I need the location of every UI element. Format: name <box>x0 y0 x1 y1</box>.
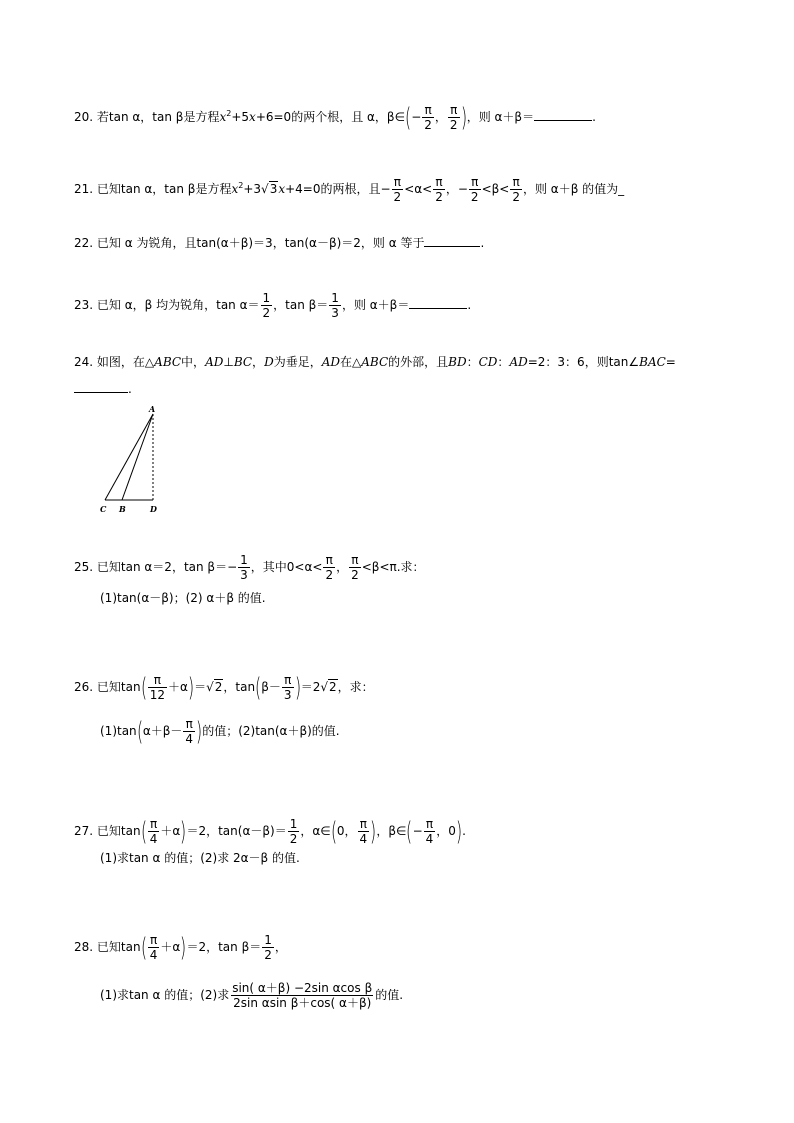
text: ，α∈ <box>300 824 331 838</box>
numerator: π <box>351 553 359 567</box>
text: 若tan α，tan β是方程 <box>96 110 220 124</box>
numerator: π <box>425 817 434 831</box>
text: (1)求tan α 的值；(2)求 <box>100 988 230 1002</box>
label: ABC <box>361 355 389 369</box>
denominator: 3 <box>240 568 248 582</box>
left-paren: ( <box>330 816 337 847</box>
text: ，tan <box>223 680 256 694</box>
numerator: π <box>325 553 333 567</box>
right-paren: ) <box>180 816 187 847</box>
fraction <box>433 176 445 203</box>
denominator: 2 <box>393 190 402 204</box>
text: ，− <box>445 182 468 196</box>
label: AD <box>205 355 224 369</box>
problem-25-parts <box>100 590 266 606</box>
text: α＋β－ <box>142 724 183 738</box>
text: 如图，在△ <box>96 355 155 369</box>
variable: x <box>278 182 286 196</box>
fraction <box>238 554 250 581</box>
denominator: 4 <box>359 832 368 846</box>
fraction <box>448 104 460 131</box>
text: ，其中0<α< <box>250 560 323 574</box>
text: +5 <box>231 110 250 124</box>
denominator: 2 <box>470 190 479 204</box>
problem-number: 25. <box>74 560 94 574</box>
fraction <box>424 818 436 845</box>
text: 0， <box>336 824 357 838</box>
text: ，0 <box>436 824 456 838</box>
point-b-label: B <box>119 504 126 514</box>
denominator: 2 <box>351 568 359 582</box>
fraction <box>323 554 335 581</box>
text: 已知tan α＝2，tan β＝− <box>96 560 238 574</box>
fraction <box>510 176 522 203</box>
text: ＝2，tan(α－β)＝ <box>186 824 287 838</box>
numerator: π <box>512 175 520 189</box>
problem-28-parts <box>100 982 403 1009</box>
numerator: 1 <box>240 553 248 567</box>
numerator: π <box>284 673 292 687</box>
numerator: π <box>450 103 458 117</box>
label: AD <box>509 355 528 369</box>
fraction <box>349 554 361 581</box>
fraction <box>261 292 273 319</box>
text: 已知tan <box>96 940 141 954</box>
fraction <box>329 292 341 319</box>
denominator: 2 <box>264 948 272 962</box>
right-paren: ) <box>455 816 463 847</box>
point-a-label: A <box>149 404 156 414</box>
left-paren: ( <box>255 672 262 703</box>
fraction <box>358 818 370 845</box>
numerator: π <box>185 717 193 731</box>
problem-23 <box>74 292 471 319</box>
text: ＋α <box>160 824 181 838</box>
text: +3 <box>243 182 262 196</box>
text: ，则 α＋β 的值为_ <box>522 182 625 196</box>
text: ，则 α＋β＝ <box>341 298 410 312</box>
problem-26: 26. 已知tan( $\frac{\pi}{12}$ ＋α)＝√2，tan(β－ $\frac{\pi}{3}$ )＝2√2，求： <box>74 672 374 703</box>
fraction <box>230 982 374 1009</box>
text: ， <box>336 560 349 574</box>
problem-28 <box>74 934 287 961</box>
text: 已知tan <box>96 680 141 694</box>
denominator: 4 <box>425 832 434 846</box>
text: ， <box>434 110 447 124</box>
denominator: 12 <box>149 688 166 702</box>
denominator: 2 <box>424 118 432 132</box>
label: BD <box>448 355 467 369</box>
text: 的值. <box>375 988 404 1002</box>
text: ⊥ <box>223 355 234 369</box>
right-paren: ) <box>180 932 187 963</box>
text: ＝2 <box>300 680 321 694</box>
numerator: 1 <box>289 817 298 831</box>
side-ba <box>122 414 153 500</box>
text: ＝2，tan β＝ <box>186 940 262 954</box>
problem-26-parts <box>100 718 340 745</box>
text: 为垂足， <box>273 355 322 369</box>
numerator: π <box>153 673 161 687</box>
variable: x <box>249 110 256 124</box>
text: ，求： <box>337 680 374 694</box>
numerator: π <box>149 817 158 831</box>
text: (1)求tan α 的值；(2)求 2α－β 的值. <box>100 851 300 865</box>
radicand: 2 <box>329 680 337 694</box>
numerator: π <box>435 175 443 189</box>
numerator: 1 <box>262 291 271 305</box>
answer-blank[interactable] <box>74 380 128 393</box>
problem-27 <box>74 818 466 845</box>
problem-number: 24. <box>74 355 94 369</box>
exponent: 2 <box>226 109 232 118</box>
exponent: 2 <box>238 181 244 190</box>
problem-number: 21. <box>74 182 94 196</box>
problem-21: 21. 已知tan α，tan β是方程$x^2+3√3x+4=0$的两根，且− $\frac{\pi}{2}$ <α< $\frac{\pi}{2}$ ，− $\frac{\pi}{2}$ <β< $\frac{\pi}{2}$ ，则 α＋β 的值为_ <box>74 175 625 204</box>
text: β－ <box>261 680 281 694</box>
numerator: 1 <box>264 933 272 947</box>
problem-24 <box>74 354 676 370</box>
text: ，tan β＝ <box>273 298 329 312</box>
fraction <box>469 176 481 203</box>
right-paren: ) <box>196 716 203 747</box>
label: AD <box>321 355 340 369</box>
right-paren: ) <box>187 672 195 703</box>
denominator: 3 <box>283 688 292 702</box>
denominator: 2 <box>449 118 458 132</box>
problem-number: 26. <box>74 680 94 694</box>
denominator: 2 <box>325 568 334 582</box>
text: . <box>480 236 485 250</box>
label: BAC <box>639 355 666 369</box>
numerator: π <box>393 175 401 189</box>
left-paren: ( <box>140 932 147 963</box>
text: 已知 α，β 均为锐角，tan α＝ <box>96 298 260 312</box>
label: ABC <box>154 355 182 369</box>
text: ，β∈ <box>376 824 407 838</box>
text: . <box>462 824 466 838</box>
denominator: 2 <box>435 190 443 204</box>
left-paren: ( <box>406 816 413 847</box>
text: . <box>128 382 132 396</box>
text: 已知tan α，tan β是方程 <box>96 182 232 196</box>
problem-number: 20. <box>74 110 94 124</box>
text: − <box>412 824 423 838</box>
text: ： <box>466 355 479 369</box>
text: ＝ <box>194 680 207 694</box>
fraction <box>392 176 404 203</box>
answer-blank[interactable] <box>534 108 592 121</box>
text: . <box>592 110 596 124</box>
problem-27-parts <box>100 850 300 866</box>
label: CD <box>478 355 498 369</box>
text: 的值；(2)tan(α＋β)的值. <box>202 724 340 738</box>
fraction <box>262 934 274 961</box>
text: (1)tan <box>100 724 137 738</box>
numerator: π <box>149 933 158 947</box>
problem-number: 22. <box>74 236 94 250</box>
denominator: 4 <box>149 948 158 962</box>
problem-22 <box>74 234 484 251</box>
fraction <box>422 104 434 131</box>
text: − <box>411 110 422 124</box>
text: ＋α <box>160 940 181 954</box>
denominator: 4 <box>185 732 194 746</box>
text: ： <box>497 355 510 369</box>
right-paren: ) <box>460 102 467 133</box>
radicand: 2 <box>214 680 223 694</box>
text: +6=0的两个根，且 α，β∈ <box>255 110 406 124</box>
problem-25 <box>74 554 425 581</box>
denominator: 2 <box>289 832 298 846</box>
variable: x <box>231 182 239 196</box>
text: 中， <box>181 355 206 369</box>
text: 已知 α 为锐角，且tan(α＋β)＝3，tan(α－β)＝2，则 α 等于 <box>96 236 425 250</box>
variable: x <box>219 110 227 124</box>
text: ，则 α＋β＝ <box>466 110 535 124</box>
radicand: 3 <box>269 182 278 196</box>
fraction <box>148 818 160 845</box>
text: 的外部，且 <box>388 355 449 369</box>
text: +4=0的两根，且− <box>285 182 391 196</box>
text: ， <box>252 355 265 369</box>
text: =2：3：6，则tan∠ <box>527 355 640 369</box>
denominator: 3 <box>331 306 339 320</box>
problem-number: 23. <box>74 298 94 312</box>
numerator: π <box>359 817 367 831</box>
fraction <box>183 718 195 745</box>
text: . <box>467 298 472 312</box>
text: 在△ <box>340 355 362 369</box>
triangle-figure <box>100 402 162 514</box>
answer-blank[interactable] <box>424 234 480 247</box>
point-d-label: D <box>150 504 157 514</box>
answer-blank[interactable] <box>409 296 467 309</box>
left-paren: ( <box>136 716 143 747</box>
side-ca <box>105 414 153 500</box>
fraction <box>282 674 294 701</box>
denominator: 2sin αsin β＋cos( α＋β) <box>233 996 372 1010</box>
label: D <box>264 355 274 369</box>
left-paren: ( <box>140 816 147 847</box>
numerator: sin( α＋β) −2sin αcos β <box>232 981 373 995</box>
text: <β< <box>481 182 510 196</box>
left-paren: ( <box>140 672 147 703</box>
problem-number: 28. <box>74 940 94 954</box>
fraction <box>148 934 160 961</box>
text: ， <box>274 940 287 954</box>
denominator: 2 <box>262 306 271 320</box>
numerator: 1 <box>331 291 339 305</box>
text: <α< <box>404 182 433 196</box>
left-paren: ( <box>405 102 412 133</box>
text: (1)tan(α－β)；(2) α＋β 的值. <box>100 591 266 605</box>
text: <β<π.求： <box>361 560 425 574</box>
text: ＋α <box>168 680 188 694</box>
right-paren: ) <box>370 816 377 847</box>
problem-number: 27. <box>74 824 94 838</box>
fraction <box>148 674 167 701</box>
point-c-label: C <box>100 504 107 514</box>
denominator: 2 <box>512 190 520 204</box>
text: 已知tan <box>96 824 141 838</box>
numerator: π <box>424 103 432 117</box>
fraction <box>288 818 300 845</box>
problem-24-answer-line <box>74 380 132 397</box>
text: = <box>665 355 676 369</box>
numerator: π <box>471 175 479 189</box>
problem-20 <box>74 104 596 131</box>
right-paren: ) <box>294 672 301 703</box>
label: BC <box>233 355 253 369</box>
denominator: 4 <box>149 832 158 846</box>
